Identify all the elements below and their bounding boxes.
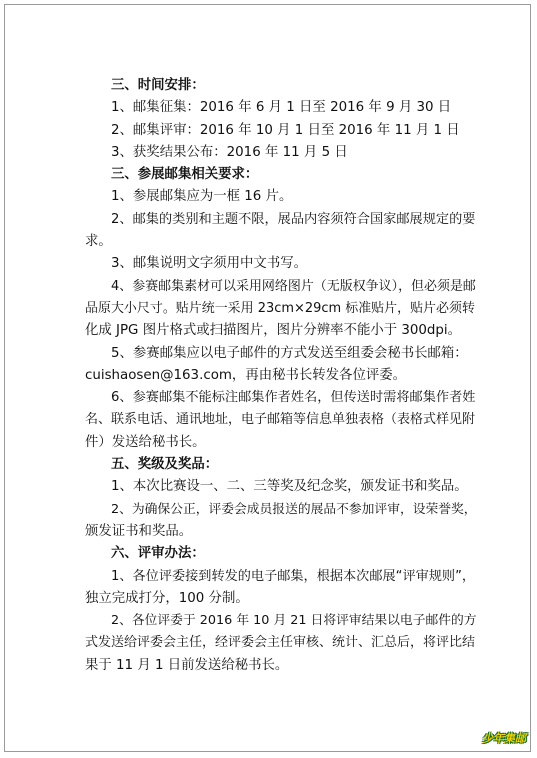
requirement-item-4-line-3: 化成 JPG 图片格式或扫描图片，图片分辨率不能小于 300dpi。	[85, 323, 462, 339]
requirement-item-4-line-2: 品原大小尺寸。贴片统一采用 23cm×29cm 标准贴片，贴片必须转	[85, 300, 475, 316]
section-heading-requirements: 三、参展邮集相关要求：	[111, 167, 259, 183]
requirement-item-1: 1、参展邮集应为一框 16 片。	[111, 189, 293, 205]
requirement-item-2-line-1: 2、邮集的类别和主题不限，展品内容须符合国家邮展规定的要	[111, 211, 476, 227]
requirement-item-3: 3、邮集说明文字须用中文书写。	[111, 256, 307, 272]
section-heading-schedule: 三、时间安排：	[111, 78, 205, 93]
requirement-item-4-line-1: 4、参赛邮集素材可以采用网络图片（无版权争议），但必须是邮	[111, 278, 476, 294]
judging-item-1-line-2: 独立完成打分，100 分制。	[85, 590, 249, 606]
schedule-item-1: 1、邮集征集：2016 年 6 月 1 日至 2016 年 9 月 30 日	[111, 100, 452, 116]
award-item-2-line-1: 2、为确保公正，评委会成员报送的展品不参加评审，设荣誉奖，	[111, 501, 477, 517]
section-heading-awards: 五、奖级及奖品：	[111, 457, 219, 473]
judging-item-2-line-2: 式发送给评委会主任，经评委会主任审核、统计、汇总后，将评比结	[85, 635, 476, 651]
requirement-item-6-line-1: 6、参赛邮集不能标注邮集作者姓名，但传送时需将邮集作者姓	[111, 390, 476, 406]
watermark-logo	[477, 729, 531, 749]
schedule-item-2: 2、邮集评审：2016 年 10 月 1 日至 2016 年 11 月 1 日	[111, 122, 460, 138]
requirement-item-6-line-2: 名、联系电话、通讯地址，电子邮箱等信息单独表格（表格式样见附	[85, 412, 476, 428]
watermark-logo-text: 少年集邮	[482, 732, 526, 745]
document-page	[4, 4, 531, 752]
judging-item-2-line-1: 2、各位评委于 2016 年 10 月 21 日将评审结果以电子邮件的方	[111, 613, 477, 629]
document-body	[85, 75, 475, 677]
judging-item-1-line-1: 1、各位评委接到转发的电子邮集，根据本次邮展“评审规则”，	[111, 568, 476, 584]
schedule-item-3: 3、获奖结果公布：2016 年 11 月 5 日	[111, 144, 348, 160]
judging-item-2-line-3: 果于 11 月 1 日前发送给秘书长。	[85, 657, 289, 673]
requirement-item-2-line-2: 求。	[85, 234, 112, 250]
requirement-item-6-line-3: 件）发送给秘书长。	[85, 434, 206, 450]
award-item-1: 1、本次比赛设一、二、三等奖及纪念奖，颁发证书和奖品。	[111, 479, 468, 495]
requirement-item-5-line-2: cuishaosen@163.com，再由秘书长转发各位评委。	[85, 367, 407, 383]
award-item-2-line-2: 颁发证书和奖品。	[85, 523, 193, 539]
section-heading-judging: 六、评审办法：	[111, 546, 205, 562]
requirement-item-5-line-1: 5、参赛邮集应以电子邮件的方式发送至组委会秘书长邮箱：	[111, 345, 468, 361]
